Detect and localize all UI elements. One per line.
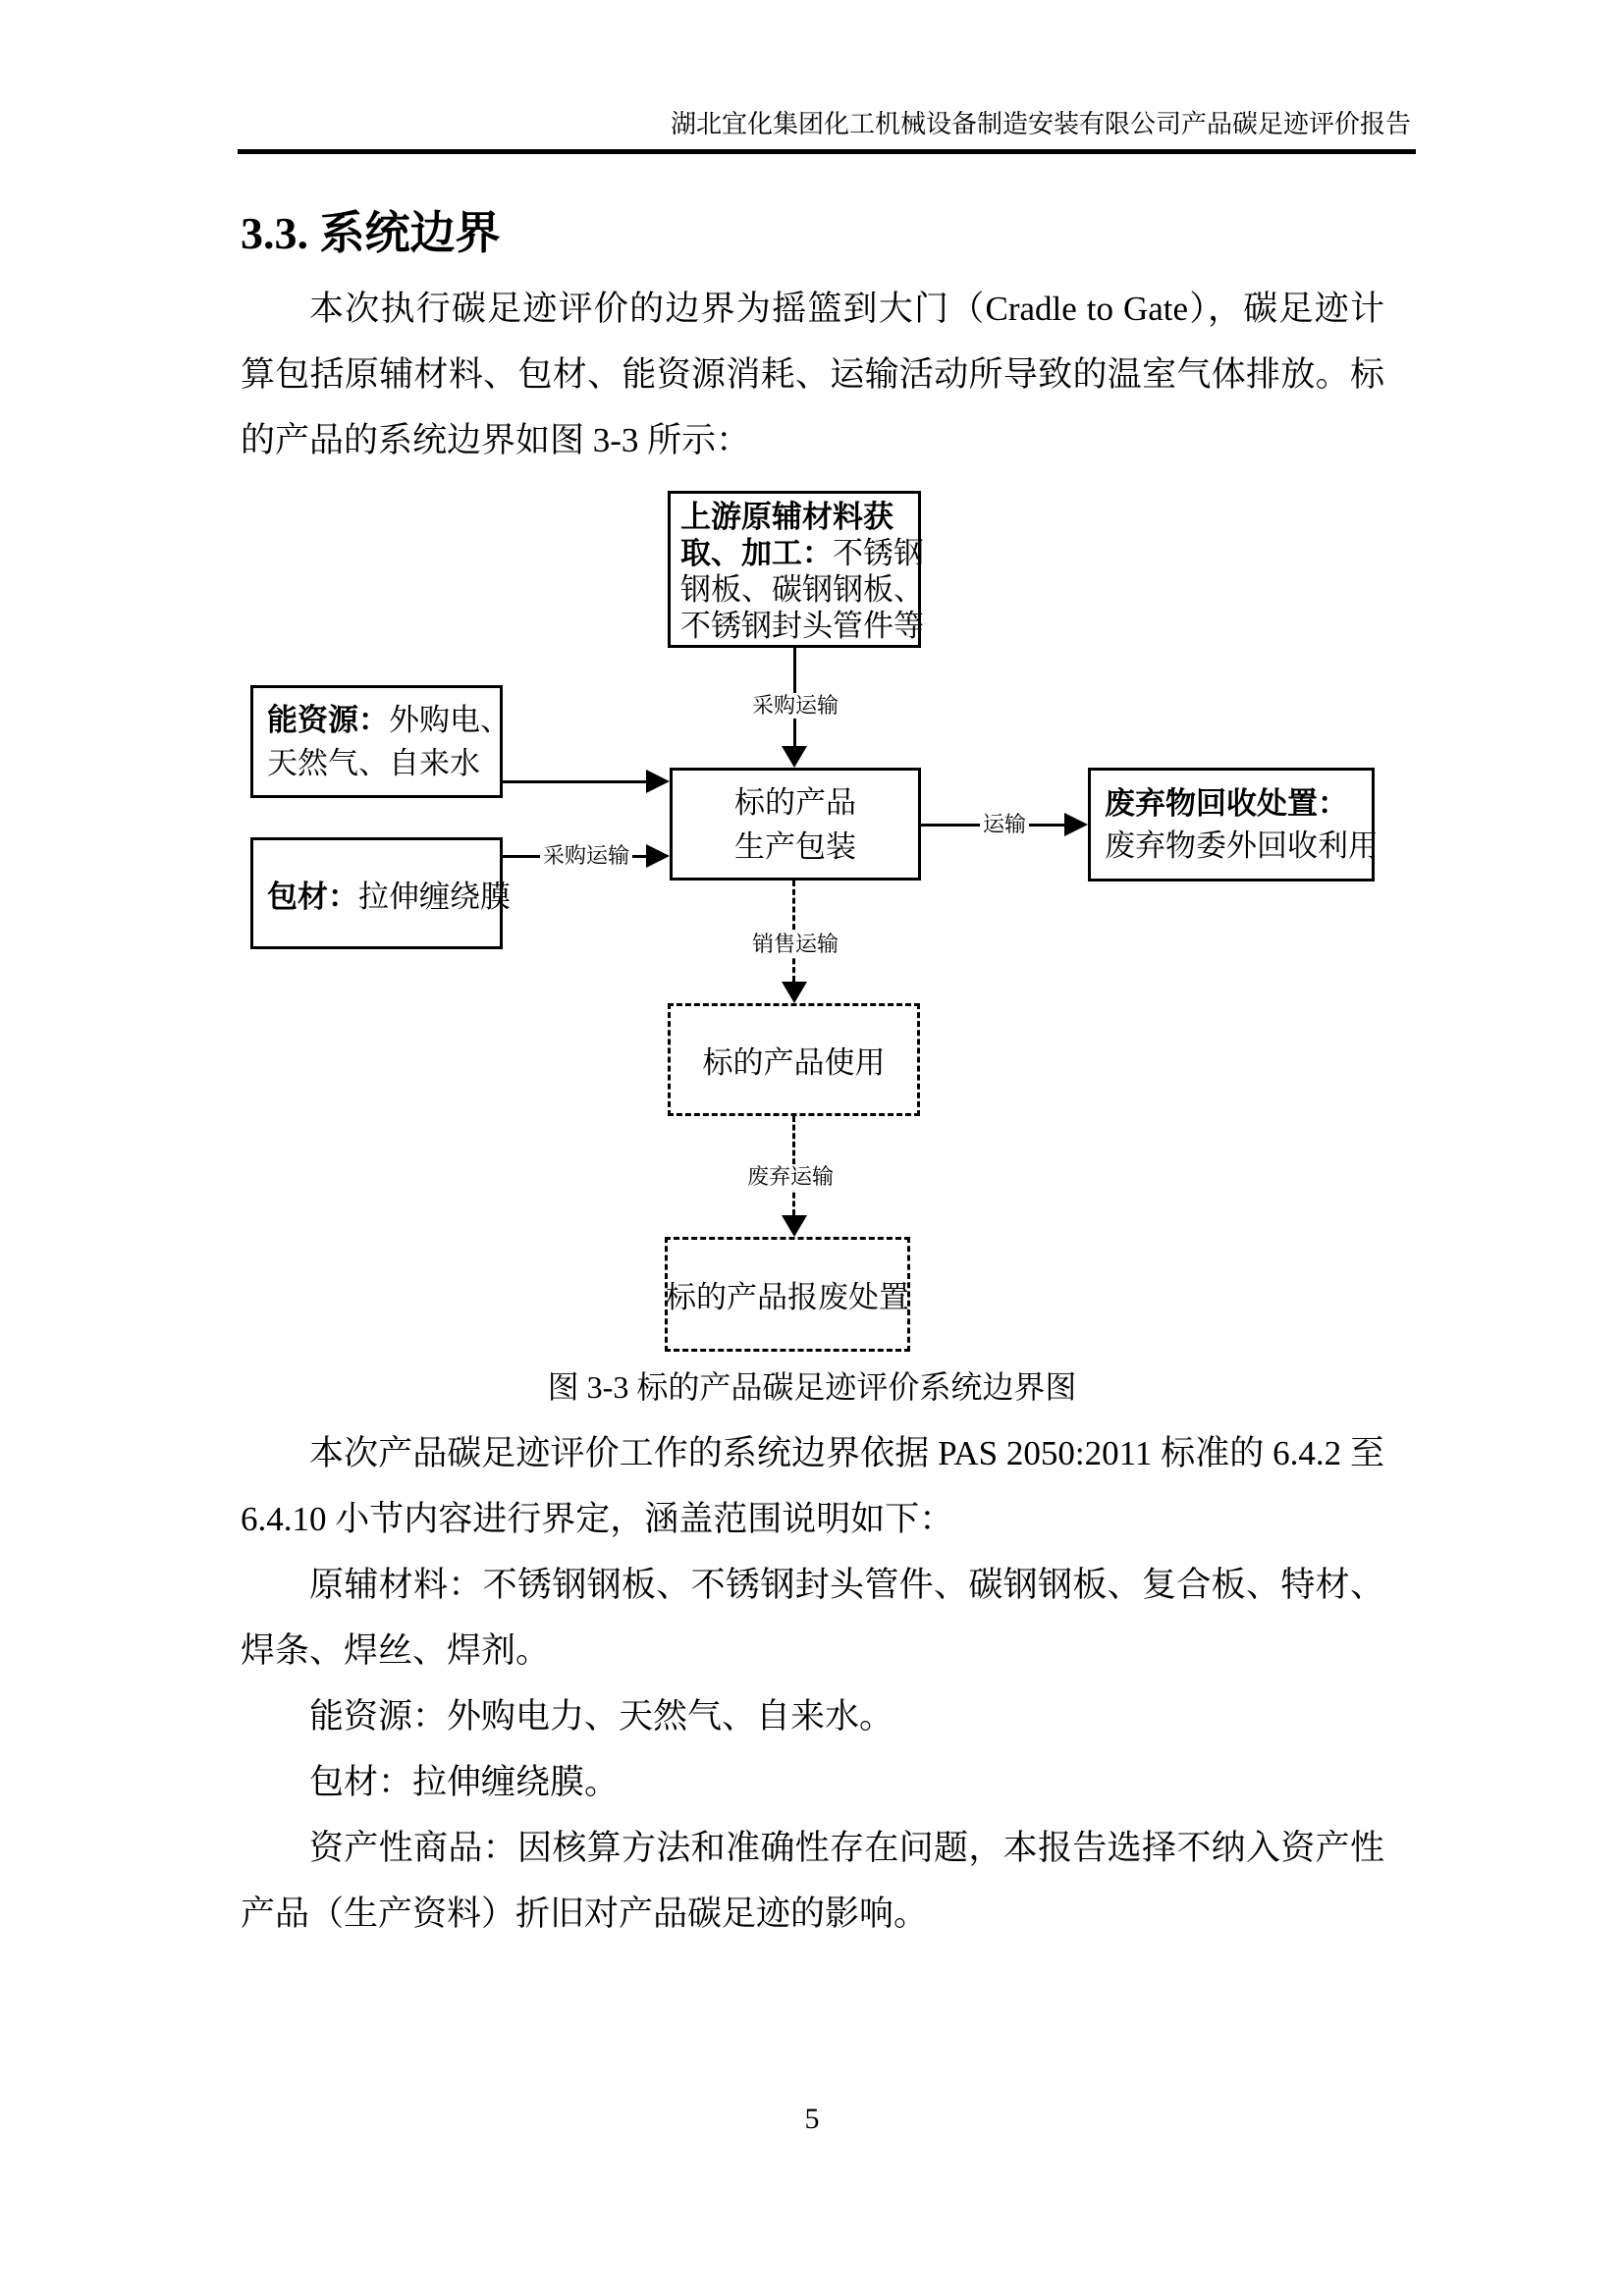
- scrap-label: 标的产品报废处置: [666, 1280, 909, 1314]
- arrow-down-icon: [782, 1215, 807, 1237]
- energy-line2: 天然气、自来水: [267, 745, 480, 780]
- upstream-line2: [680, 535, 924, 571]
- label-disposal-transport: 废弃运输: [744, 1164, 837, 1190]
- box-energy-resources: [250, 685, 511, 798]
- paragraph-capital-goods: 资产性商品：因核算方法和准确性存在问题，本报告选择不纳入资产性产品（生产资料）折旧对产品碳足迹的影响。: [241, 1829, 1384, 1933]
- arrow-right-icon: [646, 770, 670, 793]
- waste-line2: 废弃物委外回收利用: [1105, 828, 1379, 863]
- packaging-bold: 包材：: [267, 879, 358, 914]
- upstream-line2-normal: 不锈钢: [833, 536, 924, 570]
- upstream-line4: 不锈钢封头管件等: [680, 609, 924, 643]
- energy-line1-normal: 外购电、: [389, 702, 511, 737]
- packaging-line: [267, 872, 511, 916]
- arrow-down-icon: [782, 982, 807, 1003]
- paragraph-energy-resources: 能资源：外购电力、天然气、自来水。: [309, 1697, 894, 1735]
- label-transport: 运输: [980, 812, 1029, 837]
- box-waste-recycling: [1088, 768, 1379, 881]
- energy-line1-bold: 能资源：: [267, 702, 389, 737]
- arrow-right-icon: [1064, 813, 1088, 836]
- box-product-production: [670, 768, 921, 881]
- paragraph-boundary-basis: 本次产品碳足迹评价工作的系统边界依据 PAS 2050:2011 标准的 6.4.2 至 6.4.10 小节内容进行界定，涵盖范围说明如下：: [241, 1434, 1384, 1538]
- box-packaging-material: [250, 837, 511, 949]
- page-header-title: 湖北宜化集团化工机械设备制造安装有限公司产品碳足迹评价报告: [670, 110, 1411, 138]
- intro-paragraph: 本次执行碳足迹评价的边界为摇篮到大门（Cradle to Gate），碳足迹计算包括原辅材料、包材、能资源消耗、运输活动所导致的温室气体排放。标的产品的系统边界如图 3-3 所示：: [241, 290, 1384, 459]
- upstream-line1: 上游原辅材料获: [680, 500, 893, 534]
- label-sales-transport: 销售运输: [749, 932, 841, 957]
- arrow-down-icon: [782, 746, 807, 768]
- use-label: 标的产品使用: [702, 1045, 886, 1080]
- box-product-use: [668, 1003, 920, 1116]
- label-procurement-left: 采购运输: [540, 843, 632, 869]
- connector-energy-line: [503, 780, 646, 783]
- energy-line1: [267, 699, 511, 742]
- page-number: 5: [804, 2103, 820, 2135]
- label-procurement-top: 采购运输: [749, 693, 841, 719]
- upstream-line2-bold: 取、加工：: [680, 536, 833, 570]
- upstream-line3: 钢板、碳钢钢板、: [680, 572, 924, 607]
- arrow-right-icon: [646, 844, 670, 868]
- section-heading: 3.3. 系统边界: [241, 208, 501, 258]
- box-product-scrap: [665, 1237, 910, 1352]
- paragraph-raw-materials: 原辅材料：不锈钢钢板、不锈钢封头管件、碳钢钢板、复合板、特材、焊条、焊丝、焊剂。: [241, 1566, 1384, 1670]
- waste-line1: 废弃物回收处置：: [1105, 786, 1348, 821]
- figure-caption: 图 3-3 标的产品碳足迹评价系统边界图: [547, 1369, 1077, 1405]
- paragraph-packaging: 包材：拉伸缠绕膜。: [309, 1763, 620, 1801]
- production-line1: 标的产品: [734, 784, 856, 820]
- box-upstream-materials: [668, 491, 924, 648]
- packaging-normal: 拉伸缠绕膜: [358, 879, 511, 914]
- body-text: [241, 1420, 1384, 1947]
- production-line2: 生产包装: [734, 828, 856, 864]
